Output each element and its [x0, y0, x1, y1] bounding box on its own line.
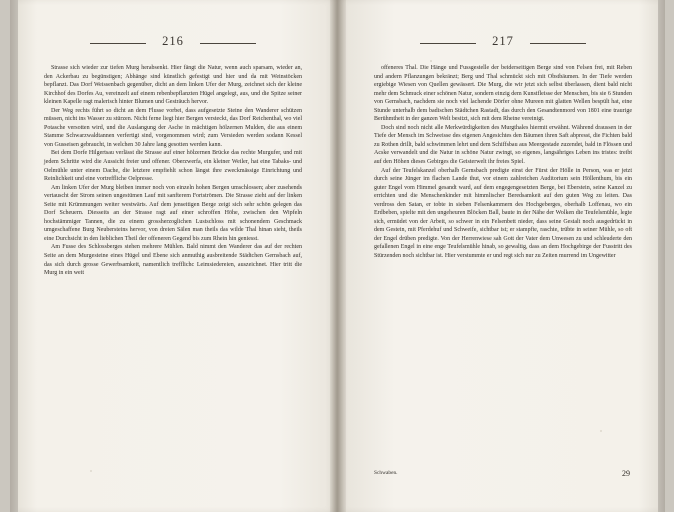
signature-number: 29	[622, 469, 630, 478]
folio-number-right-text: 217	[492, 34, 514, 48]
paragraph: Bei dem Dorfe Hilgertsau verlässt die Strasse auf einer hölzernen Brücke das rechte Murgufer, und mit jedem Schritte wird die Aussicht freier und offener. Oberzwerfa, ein kleiner Weiler, hat eine Tabaks- und Oelmühle unter einem Dache, die letztere empfiehlt schon längst ihre zweckmässige Einrichtung und Reinlichkeit und eine vortreffliche Oelpresse.	[44, 150, 302, 183]
paragraph: Auf der Teufelskanzel oberhalb Gernsbach predigte einst der Fürst der Hölle in Person, was er jetzt durch seine Jünger im flachen Lande thut, vor einem zahlreichen Auditorium sein Höllenthum, bis ein guter Engel vom Himmel gesandt ward, auf dem engegengesetzten Berge, bei Eberstein, seine Kanzel zu errichten und die Menschenkinder mit himmlischer Beredsamkeit auf den guten Weg zu leiten. Das verdross den Satan, er tobte in sieben Felsenkammern des Hochgeberges, oberhalb Loffenau, wo ein Erdbeben, spielte mit den ungeheuren Blöcken Ball, baute in der Nähe der Wolken die Teufelsmühle, legte sich, ermüdet von der Arbeit, so schwer in ein Felsenbett nieder, dass seine Gestalt noch ausgedrückt in dem Gestein, mit Pferdehuf und Schweife, sichtbar ist; er stampfte, raschte, trübte in seiner Mühle, so oft der Engel drüben predigte. Von der Herrenwiese sah Gott der Vater dem Unwesen zu und schleuderte den gefallenen Engel in eine enge Teufelsmühle hinab, so gewaltig, dass an dem Hochgebirge der Fusstritt des Stürzenden noch sichtbar ist. Hier verstummte er und regt sich nur zu Zeiten murrend im Ungewitter	[374, 167, 632, 260]
right-page-body	[374, 64, 632, 261]
folio-number-right	[482, 34, 524, 49]
paragraph: Am Fusse des Schlossberges stehen mehrere Mühlen. Bald nimmt den Wanderer das auf der rechten Seite an dem Murgesteine eines Hügel und Ebene sich anmuthig ausbreitende Städtchen Gernsbach auf, das sich durch grosse Gewerbsamkeit, namentlich trefflichc Leimsiedereien, auszeichnet. Hier tritt die Murg in ein weit	[44, 244, 302, 277]
page-header-right	[374, 34, 632, 56]
paper-speck	[430, 60, 432, 62]
paragraph: Der Weg rechts führt so dicht an dem Flusse vorbei, dass aufgesetzte Steine den Wanderer schützen müssen, nicht ins Wasser zu stürzen. Nicht ferne liegt hier Bergen versteckt, das Dorf Reichenthal, wo viel Potasche versotten wird, und die Auslangung der Asche in mächtigen hölzernen Mulden, die aus einem Stamme Schwarzwaldtannen verfertigt sind, vorgenommen wird; zum Versieden werden sodann Kessel von Gusseisen gebraucht, in welchen 30 Jahre lang gesotten werden kann.	[44, 107, 302, 148]
paragraph: Strasse sich wieder zur tiefen Murg herabsenkt. Hier fängt die Natur, wenn auch sparsam, wieder an, den Ackerbau zu begünstigen; Abhänge sind künstlich gefestigt und hier und da mit Weinstöcken bepflanzt. Das Dorf Weissenbach gegenüber, dicht an dem linken Ufer der Murg, zeichnet sich der kleine Kirchhof des Dorfes Au, vereinzelt auf einem rebenbepflanzten Hügel angelegt, aus, und die Spitze seiner kleinen Kapelle ragt malerisch hinter Blumen und Gesträuch hervor.	[44, 65, 302, 106]
paragraph: Am linken Ufer der Murg bleiben immer noch von einzeln hohen Bergen umschlossen; aber zusehends vertauscht der Strom seinen ungestümen Lauf mit sanfterem Fortströmen. Die Strasse zieht auf der linken Seite mit Krümmungen weiter westwärts. Auf dem jenseitigen Berge zeigt sich sehr schön gelegen das Dorf Scheuern. Diesseits an der Strasse ragt auf einer schroffen Höhe, zwischen den Wipfeln hochstämmiger Tannen, die zu einem grossherzoglichen Lustschloss mit schonendem Geschmack umgeschaffene Burg Neubersteins hervor, von dreien Sälen man theils das wilde Thal hinan sieht, theils eine Durchsicht in den lieblichen Theil der offeneren Gegend bis zum Rhein hin geniesst.	[44, 184, 302, 242]
left-page-content	[44, 34, 302, 278]
folio-number-left-text: 216	[162, 34, 184, 48]
page-header-left	[44, 34, 302, 56]
paper-speck	[90, 470, 92, 472]
folio-number-left	[152, 34, 194, 49]
paragraph: Doch sind noch nicht alle Merkwürdigkeiten des Murgthales hiermit erwähnt. Während draussen in der Tiefe der Mensch im Schweisse des eigenen Angesichtes den Bäumen ihren Saft abpresst, die Fichten bald zu Rothen drillt, bald schwimmen lehrt und dem Schiffsbau aus Meergestade zuzendet, bald in Flössen und Acske verwandelt und die Natur in schöne Natur zwingt, so eigenes, langsähriges Leben ins tristes: treibt auf den Höhen dieses Gebirges die Geisterwelt ihr freies Spiel.	[374, 124, 632, 166]
book-gutter	[330, 0, 346, 512]
paper-speck	[600, 430, 602, 432]
paragraph: offeneres Thal. Die Hänge und Fussgestelle der beiderseitigen Berge sind von Felsen frei, mit Reben und andern Pflanzungen bekränzt; Berg und Thal schmückt sich mit Obstbäumen. In der Tiefe werden ergiebige Wiesen von Quellen gewässert. Die Murg, die wir jetzt sich selbst überlassen, dient bald nicht mehr dem Schmuck einer schönen Natur, sondern einzig dem Kunstfleisse der Menschen, bis sie 6 Stunden von Gernsbach, nachdem sie noch viel lachende Dörfer ohne Mureen mit glatten Wellen bespült hat, eine Stunde unterhalb dem badischen Städtchen Rastadt, das durch den Gesandtenmord von 1801 eine traurige Berühmtheit in der ganzen Welt besitzt, sich mit dem Rheine vereinigt.	[374, 65, 632, 123]
right-page-content	[374, 34, 632, 261]
left-page-body	[44, 64, 302, 278]
signature-mark: Schwaben.	[374, 470, 398, 476]
